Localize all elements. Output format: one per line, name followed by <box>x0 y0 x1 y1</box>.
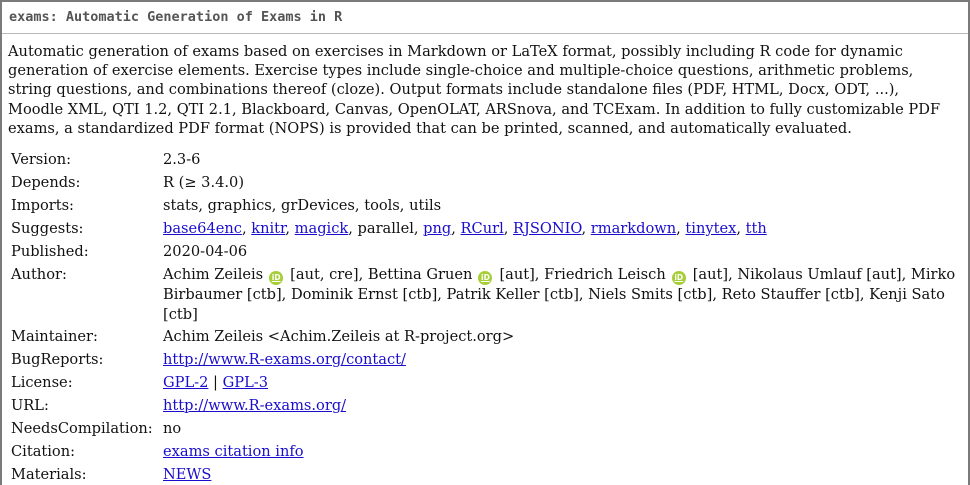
maintainer-label: Maintainer: <box>11 328 98 346</box>
needscompilation-label: NeedsCompilation: <box>11 420 153 438</box>
url-label: URL: <box>11 397 49 415</box>
bugreports-link[interactable]: http://www.R-exams.org/contact/ <box>163 351 406 369</box>
materials-link-news[interactable]: NEWS <box>163 466 212 484</box>
author-text-3: [aut], Friedrich Leisch <box>499 266 666 284</box>
suggests-separator: , <box>413 220 424 238</box>
url-value <box>159 394 968 417</box>
version-label: Version: <box>11 151 72 169</box>
table-row <box>7 194 968 217</box>
bugreports-label: BugReports: <box>11 351 104 369</box>
suggests-item-parallel: parallel <box>357 220 414 238</box>
author-value <box>159 263 968 325</box>
imports-value: stats, graphics, grDevices, tools, utils <box>163 197 442 215</box>
table-row <box>7 263 968 325</box>
materials-label: Materials: <box>11 466 87 484</box>
license-link-gpl3[interactable]: GPL-3 <box>222 374 268 392</box>
license-value <box>159 371 968 394</box>
suggests-separator: , <box>348 220 358 238</box>
citation-link[interactable]: exams citation info <box>163 443 304 461</box>
table-row <box>7 217 968 240</box>
citation-label: Citation: <box>11 443 76 461</box>
depends-label: Depends: <box>11 174 81 192</box>
table-row <box>7 171 968 194</box>
table-row <box>7 240 968 263</box>
table-row <box>7 325 968 348</box>
author-label: Author: <box>11 266 67 284</box>
suggests-link-rmarkdown[interactable]: rmarkdown <box>590 220 677 238</box>
suggests-link-tth[interactable]: tth <box>745 220 767 238</box>
url-link[interactable]: http://www.R-exams.org/ <box>163 397 347 415</box>
suggests-link-knitr[interactable]: knitr <box>251 220 286 238</box>
suggests-separator: , <box>736 220 746 238</box>
author-text-1: Achim Zeileis <box>163 266 264 284</box>
suggests-separator: , <box>581 220 591 238</box>
suggests-link-base64enc[interactable]: base64enc <box>163 220 242 238</box>
materials-value <box>159 463 968 485</box>
page-title: exams: Automatic Generation of Exams in R <box>2 2 968 34</box>
suggests-link-rjsonio[interactable]: RJSONIO <box>513 220 582 238</box>
depends-value: R (≥ 3.4.0) <box>163 174 245 192</box>
published-label: Published: <box>11 243 89 261</box>
license-label: License: <box>11 374 73 392</box>
table-row <box>7 148 968 171</box>
table-row <box>7 371 968 394</box>
license-separator: | <box>208 374 223 392</box>
table-row <box>7 440 968 463</box>
bugreports-value <box>159 348 968 371</box>
suggests-separator: , <box>241 220 252 238</box>
table-row <box>7 348 968 371</box>
suggests-separator: , <box>285 220 295 238</box>
orcid-icon[interactable]: iD <box>269 271 283 285</box>
suggests-link-png[interactable]: png <box>423 220 452 238</box>
suggests-separator: , <box>503 220 514 238</box>
suggests-separator: , <box>451 220 461 238</box>
suggests-label: Suggests: <box>11 220 84 238</box>
version-value: 2.3-6 <box>163 151 201 169</box>
suggests-link-magick[interactable]: magick <box>294 220 349 238</box>
license-link-gpl2[interactable]: GPL-2 <box>163 374 209 392</box>
imports-label: Imports: <box>11 197 74 215</box>
orcid-icon[interactable]: iD <box>672 271 686 285</box>
author-text-4: [aut], Nikolaus Umlauf [aut], Mirko Birbaumer [ctb], Dominik Ernst [ctb], Patrik Keller [ctb], Niels Smits [ctb], Reto Stauffer [ctb], Kenji Sato [ctb] <box>163 266 956 323</box>
package-metadata-table <box>7 148 968 485</box>
table-row <box>7 394 968 417</box>
table-row <box>7 417 968 440</box>
table-row <box>7 463 968 485</box>
needscompilation-value: no <box>163 420 182 438</box>
author-text-2: [aut, cre], Bettina Gruen <box>290 266 473 284</box>
suggests-value <box>159 217 968 240</box>
suggests-separator: , <box>676 220 686 238</box>
maintainer-value: Achim Zeileis <Achim.Zeileis at R-project.org> <box>163 328 515 346</box>
suggests-link-rcurl[interactable]: RCurl <box>460 220 504 238</box>
suggests-link-tinytex[interactable]: tinytex <box>685 220 737 238</box>
published-value: 2020-04-06 <box>163 243 248 261</box>
citation-value <box>159 440 968 463</box>
package-description: Automatic generation of exams based on exercises in Markdown or LaTeX format, possibly including R code for dynamic generation of exercise elements. Exercise types include single-choice and multiple-choice questions, arithmetic problems, string questions, and combinations thereof (cloze). Output formats include standalone files (PDF, HTML, Docx, ODT, ...), Moodle XML, QTI 1.2, QTI 2.1, Blackboard, Canvas, OpenOLAT, ARSnova, and TCExam. In addition to fully customizable PDF exams, a standardized PDF format (NOPS) is provided that can be printed, scanned, and automatically evaluated. <box>8 43 941 137</box>
orcid-icon[interactable]: iD <box>478 271 492 285</box>
